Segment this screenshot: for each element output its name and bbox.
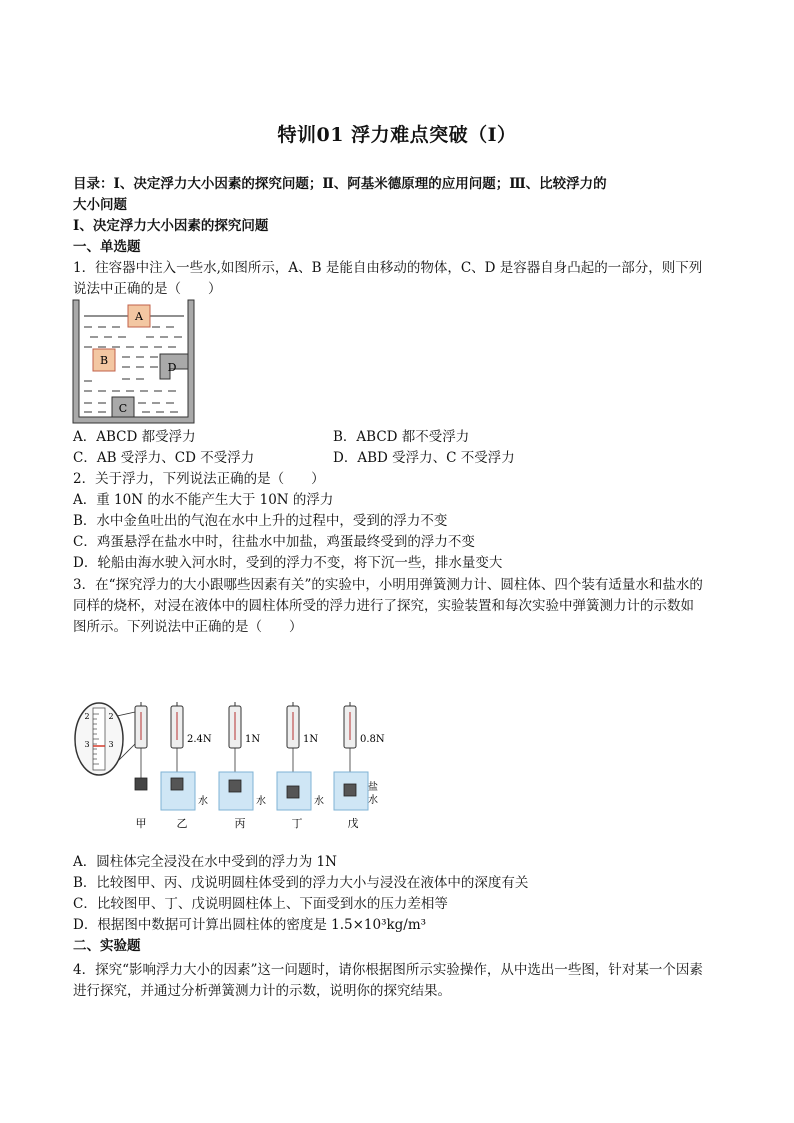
q3-option-b: B．比较图甲、丙、戊说明圆柱体受到的浮力大小与浸没在液体中的深度有关 [73,875,529,891]
q2-option-b: B．水中金鱼吐出的气泡在水中上升的过程中，受到的浮力不变 [73,513,448,529]
q2-option-c: C．鸡蛋悬浮在盐水中时，往盐水中加盐，鸡蛋最终受到的浮力不变 [73,534,475,550]
setup-ding [277,702,311,810]
q2-stem: 2．关于浮力，下列说法正确的是（ ） [73,471,325,487]
liquid-ding: 水 [314,796,324,807]
label-c: C [118,402,128,415]
q3-stem-line-2: 同样的烧杯，对浸在液体中的圆柱体所受的浮力进行了探究，实验装置和每次实验中弹簧测力计的示数如 [73,598,694,614]
q2-option-a: A．重 10N 的水不能产生大于 10N 的浮力 [73,492,334,508]
reading-wu: 0.8N [360,734,385,745]
q1-stem-line-1: 1．往容器中注入一些水,如图所示，A、B 是能自由移动的物体，C、D 是容器自身凸起的一部分，则下列 [73,260,703,276]
liquid-wu-bottom: 水 [368,795,378,806]
caption-jia: 甲 [135,817,147,830]
setup-yi [161,702,195,810]
reading-bing: 1N [245,734,261,745]
part-2-heading: 二、实验题 [73,938,141,954]
q4-stem-line-2: 进行探究，并通过分析弹簧测力计的示数，说明你的探究结果。 [73,983,451,999]
q1-option-d: D．ABD 受浮力、C 不受浮力 [333,450,515,466]
liquid-bing: 水 [256,796,266,807]
q4-stem-line-1: 4．探究“影响浮力大小的因素”这一问题时，请你根据图所示实验操作，从中选出一些图，针对某一个因素 [73,962,703,978]
q1-option-a: A．ABCD 都受浮力 [73,429,196,445]
page-title: 特训01 浮力难点突破（Ⅰ） [277,124,517,146]
label-d: D [167,361,177,374]
caption-wu: 戊 [347,817,359,830]
q3-experiment-figure [72,700,392,835]
scale-tick-2-left: 2 [84,712,90,721]
scale-tick-3-left: 3 [84,740,90,749]
q3-stem-line-3: 图所示。下列说法中正确的是（ ） [73,619,303,635]
setup-jia [135,702,147,790]
reading-ding: 1N [303,734,319,745]
q2-option-d: D．轮船由海水驶入河水时，受到的浮力不变，将下沉一些，排水量变大 [73,555,503,571]
liquid-yi: 水 [198,796,208,807]
q1-stem-line-2: 说法中正确的是（ ） [73,281,222,297]
caption-ding: 丁 [291,817,303,830]
q3-option-a: A．圆柱体完全浸没在水中受到的浮力为 1N [73,854,337,870]
toc-line-1: 目录：Ⅰ、决定浮力大小因素的探究问题；Ⅱ、阿基米德原理的应用问题；Ⅲ、比较浮力的 [73,176,607,192]
label-a: A [135,310,143,323]
reading-yi: 2.4N [187,734,212,745]
q1-option-b: B．ABCD 都不受浮力 [333,429,470,445]
setup-wu [334,702,368,810]
part-1-heading: 一、单选题 [73,239,141,255]
liquid-wu-top: 盐 [368,782,378,793]
caption-yi: 乙 [176,817,188,830]
scale-tick-3-right: 3 [108,740,114,749]
q3-option-c: C．比较图甲、丁、戊说明圆柱体上、下面受到水的压力差相等 [73,896,448,912]
scale-tick-2-right: 2 [108,712,114,721]
caption-bing: 丙 [234,817,246,830]
q1-container-figure [72,299,197,425]
q3-stem-line-1: 3．在“探究浮力的大小跟哪些因素有关”的实验中，小明用弹簧测力计、圆柱体、四个装有适量水和盐水的 [73,577,703,593]
q1-option-c: C．AB 受浮力、CD 不受浮力 [73,450,255,466]
label-b: B [99,354,109,367]
q3-option-d: D．根据图中数据可计算出圆柱体的密度是 1.5×10³kg/m³ [73,917,427,933]
toc-line-2: 大小问题 [73,197,127,213]
section-1-heading: Ⅰ、决定浮力大小因素的探究问题 [73,218,269,234]
setup-bing [219,702,253,810]
